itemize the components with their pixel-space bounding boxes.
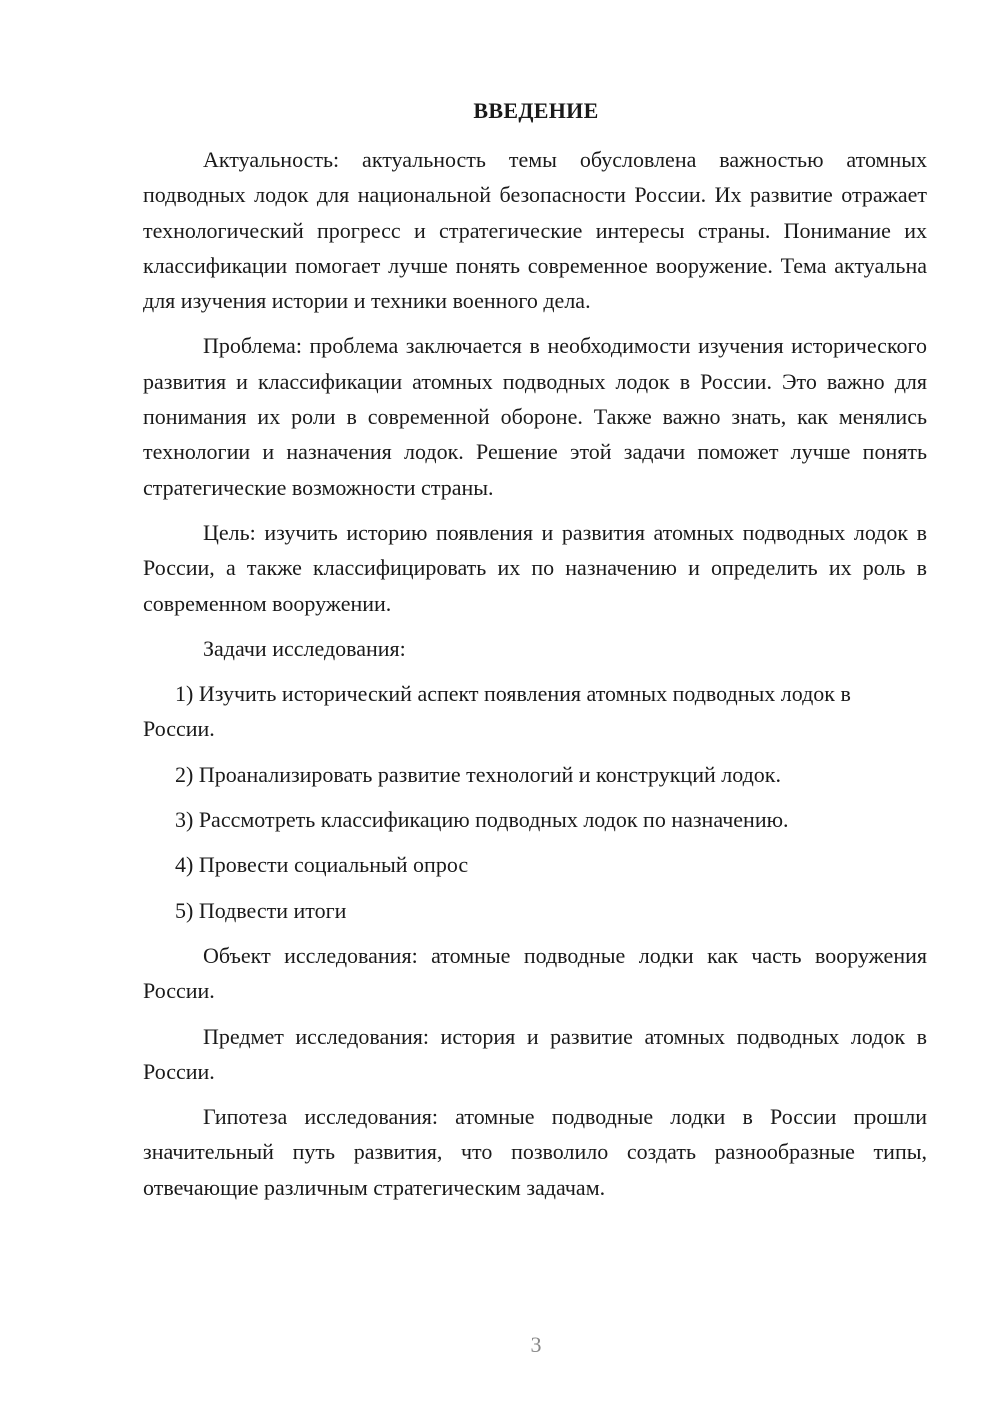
section-title: ВВЕДЕНИЕ <box>473 98 599 123</box>
document-body <box>143 142 927 1215</box>
paragraph-problem: Проблема: проблема заключается в необходимости изучения исторического развития и классификации атомных подводных лодок в России. Это важно для понимания их роли в современной обороне. Также важно знать, как менялись технологии и назначения лодок. Решение этой задачи поможет лучше понять стратегические возможности страны. <box>143 333 927 500</box>
tasks-heading: Задачи исследования: <box>203 635 406 661</box>
paragraph-goal: Цель: изучить историю появления и развития атомных подводных лодок в России, а также классифицировать их по назначению и определить их роль в современном вооружении. <box>143 519 927 616</box>
paragraph-object: Объект исследования: атомные подводные лодки как часть вооружения России. <box>143 942 927 1004</box>
task-item-2: 2) Проанализировать развитие технологий и конструкций лодок. <box>175 761 781 787</box>
task-item-1: 1) Изучить исторический аспект появления атомных подводных лодок в России. <box>143 681 851 742</box>
paragraph-relevance: Актуальность: актуальность темы обусловлена важностью атомных подводных лодок для национальной безопасности России. Их развитие отражает технологический прогресс и стратегические интересы страны. Понимание их классификации помогает лучше понять современное вооружение. Тема актуальна для изучения истории и техники военного дела. <box>143 147 927 314</box>
page-number: 3 <box>530 1332 542 1357</box>
task-item-5: 5) Подвести итоги <box>175 897 347 923</box>
task-item-4: 4) Провести социальный опрос <box>175 852 469 878</box>
paragraph-subject: Предмет исследования: история и развитие атомных подводных лодок в России. <box>143 1023 927 1084</box>
paragraph-hypothesis: Гипотеза исследования: атомные подводные лодки в России прошли значительный путь развития, что позволило создать разнообразные типы, отвечающие различным стратегическим задачам. <box>143 1104 927 1200</box>
task-item-3: 3) Рассмотреть классификацию подводных лодок по назначению. <box>175 807 789 833</box>
